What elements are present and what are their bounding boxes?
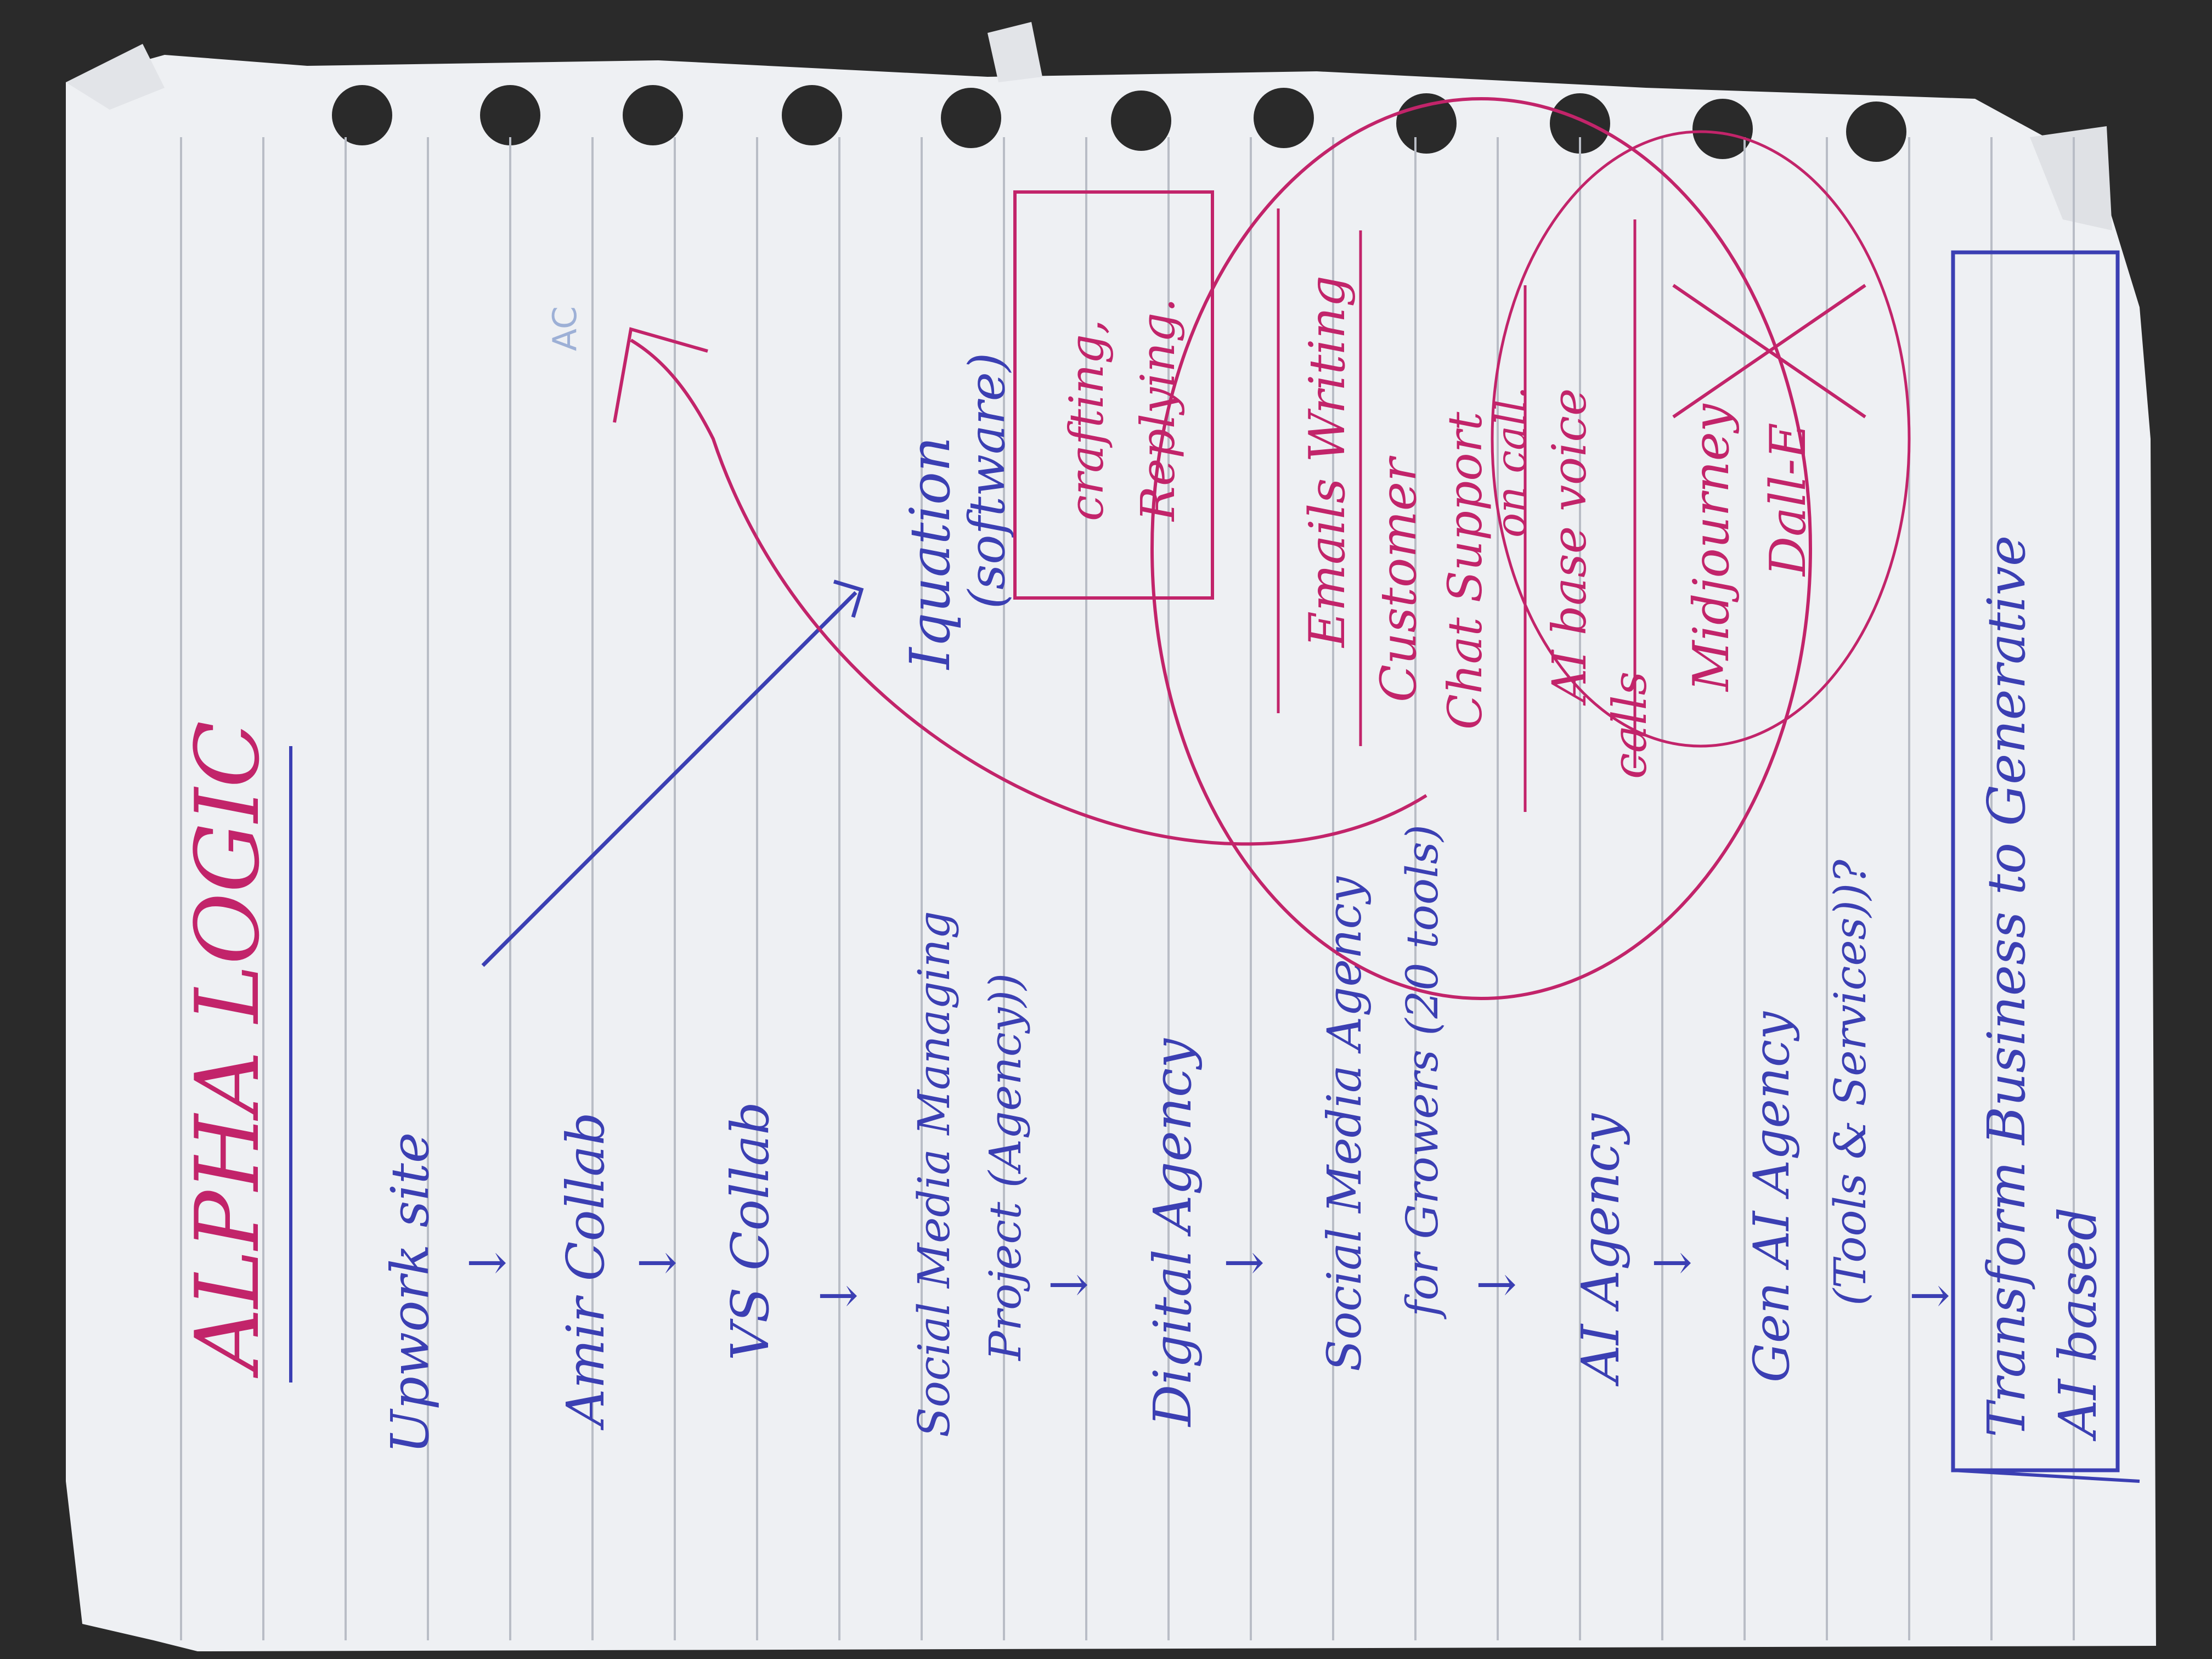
chain-arrow: ↓: [1644, 1242, 1702, 1284]
iquation-label: Iquation: [898, 436, 962, 669]
paper-sheet: [66, 22, 2156, 1651]
chain-arrow: ↓: [810, 1275, 868, 1317]
chain-item-vs-collab: VS Collab: [720, 1102, 781, 1361]
chain-item-ai-agency: AI Agency: [1571, 1113, 1631, 1383]
pink-item-on-call: on call.: [1487, 386, 1535, 538]
bottom-box-line1: Transform Business to Generative: [1977, 535, 2037, 1437]
chain-item-tools-services: (Tools & Services))?: [1825, 859, 1876, 1306]
chain-arrow: ↓: [1902, 1275, 1960, 1317]
page-title: ALPHA LOGIC: [176, 720, 279, 1372]
chain-item-upwork: Upwork site: [380, 1132, 441, 1454]
iquation-sub: (software): [958, 352, 1016, 609]
chain-item-gen-ai-agency: Gen AI Agency: [1743, 1012, 1801, 1383]
chain-arrow: ↓: [459, 1242, 517, 1284]
pink-item-calls: calls: [1603, 671, 1657, 779]
chain-item-digital-agency: Digital Agency: [1143, 1039, 1203, 1426]
pink-item-chat-support: Chat Support: [1438, 411, 1493, 730]
chain-arrow: ↓: [1216, 1242, 1274, 1284]
pink-box-line1: crafting,: [1060, 319, 1114, 521]
chain-item-smm: Social Media Managing: [909, 911, 960, 1437]
pink-item-midjourney: Midjourney: [1683, 404, 1740, 691]
pink-item-customer: Customer: [1370, 458, 1427, 702]
chain-item-growers: for Growers (20 tools): [1397, 824, 1448, 1317]
chain-item-project-agency: Project (Agency)): [980, 973, 1031, 1361]
chain-arrow: ↓: [629, 1242, 687, 1284]
bottom-box-line2: AI based: [2048, 1207, 2108, 1437]
chain-item-sm-agency: Social Media Agency: [1318, 876, 1372, 1372]
pink-item-ai-voice: AI base voice: [1543, 388, 1597, 702]
pink-box-line2: Replying.: [1131, 297, 1186, 521]
chain-item-amir-collab: Amir Collab: [556, 1112, 616, 1426]
chain-arrow: ↓: [1041, 1264, 1098, 1306]
ac-stamp: AC: [546, 306, 584, 351]
pink-item-emails: Emails Writing: [1299, 275, 1356, 647]
pink-item-dalle: Dall-E: [1759, 422, 1817, 576]
chain-arrow: ↓: [1469, 1264, 1526, 1306]
